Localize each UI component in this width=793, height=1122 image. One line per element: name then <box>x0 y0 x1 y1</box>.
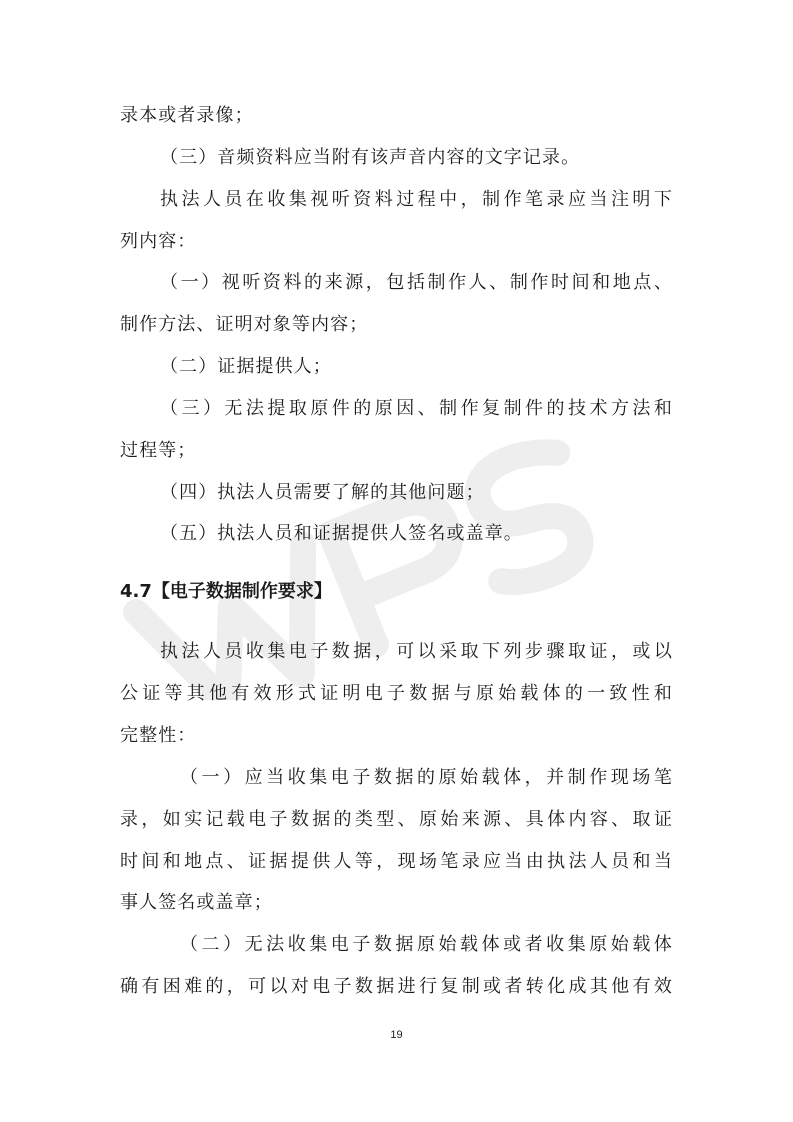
body-line: 确有困难的，可以对电子数据进行复制或者转化成其他有效 <box>120 976 673 997</box>
section-heading: 4.7【电子数据制作要求】 <box>120 581 332 602</box>
body-line: 时间和地点、证据提供人等，现场笔录应当由执法人员和当 <box>120 851 673 872</box>
body-line: （三）音频资料应当附有该声音内容的文字记录。 <box>160 147 581 168</box>
body-line: （一）视听资料的来源，包括制作人、制作时间和地点、 <box>160 272 673 293</box>
body-line: 制作方法、证明对象等内容； <box>120 314 369 335</box>
body-line: 公证等其他有效形式证明电子数据与原始载体的一致性和 <box>120 683 673 704</box>
body-line: 执法人员在收集视听资料过程中，制作笔录应当注明下 <box>160 189 673 210</box>
body-line: （一）应当收集电子数据的原始载体，并制作现场笔 <box>180 767 673 788</box>
body-line: 录本或者录像； <box>120 105 254 126</box>
page-number: 19 <box>390 1029 403 1041</box>
body-line: 执法人员收集电子数据，可以采取下列步骤取证，或以 <box>160 641 673 662</box>
body-line: 录，如实记载电子数据的类型、原始来源、具体内容、取证 <box>120 809 673 830</box>
body-line: （三）无法提取原件的原因、制作复制件的技术方法和 <box>160 398 673 419</box>
body-line: 列内容： <box>120 231 197 252</box>
body-line: （二）证据提供人； <box>160 356 332 377</box>
body-line: （五）执法人员和证据提供人签名或盖章。 <box>160 523 523 544</box>
body-line: 事人签名或盖章； <box>120 892 273 913</box>
body-line: （四）执法人员需要了解的其他问题； <box>160 482 485 503</box>
body-line: （二）无法收集电子数据原始载体或者收集原始载体 <box>180 934 673 955</box>
body-line: 完整性： <box>120 725 197 746</box>
body-line: 过程等； <box>120 440 197 461</box>
